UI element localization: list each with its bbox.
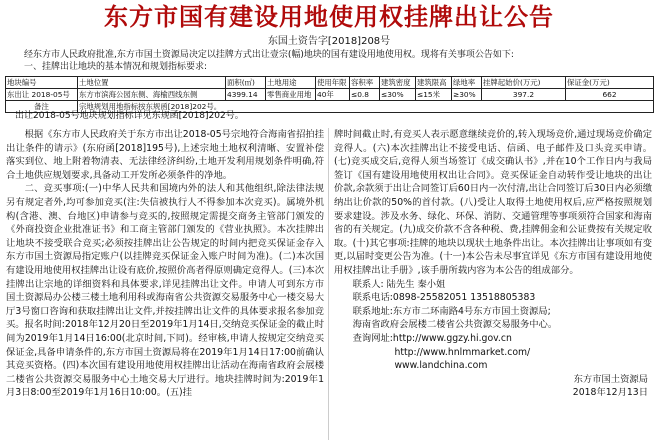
- signatory: 东方市国土资源局: [573, 373, 648, 385]
- table-header: 土地用途: [266, 77, 316, 89]
- table-cell: ≤15米: [416, 89, 452, 101]
- document-number: 东国土资告字[2018]208号: [267, 36, 391, 47]
- address-value: 东方市二环南路4号东方市国土资源局;: [392, 305, 551, 317]
- body-paragraph: 根据《东方市人民政府关于东方市出让2018-05号宗地符合海南省招拍挂出让条件的请示》(东府函[2018]195号),上述宗地土地权利清晰、安置补偿落实到位、地上附着物清表、无法律经济纠纷,土地开发利用规划条件明确,符合土地供应规划要求,具备动工开发所必须条件的净地。: [6, 129, 324, 181]
- website-label: 查询网址:: [352, 332, 393, 344]
- table-header: 土地位置: [78, 77, 226, 89]
- body-paragraph: 牌时间截止时,有竞买人表示愿意继续竞价的,转入现场竞价,通过现场竞价确定竞得人。(六)本次挂牌出让不接受电话、信函、电子邮件及口头竞买申请。(七)竞买成交后,竞得人须当场签订《成交确认书》,并在10个工作日内与我局签订《国有建设用地使用权出让合同》。竞买保证金自动转作受让地块的出让价款,余款须于出让合同签订后60日内一次付清,出让合同签订后30日内必须缴纳出让价款的50%的首付款。(八)受让人取得土地使用权后,应严格按照规划要求建设。涉及水务、绿化、环保、消防、交通管理等事项须符合国家和海南省的有关规定。(九)成交价款不含各种税、费,挂牌佣金和公证费按有关规定收取。(十)其它事项:挂牌的地块以现状土地条件出让。本次挂牌出让事项如有变更,以届时变更公告为准。(十一)本公告未尽事宜详见《东方市国有建设用地使用权挂牌出让手册》,该手册所载内容为本公告的组成部分。: [334, 129, 652, 276]
- table-cell: 东方市滨海公园东侧、海榆西线东侧: [78, 89, 226, 101]
- table-cell: 零售商业用地: [266, 89, 316, 101]
- address-line: [334, 305, 652, 319]
- table-cell: ≤0.8: [350, 89, 380, 101]
- website-link-3: www.landchina.com: [394, 360, 488, 372]
- table-cell: 40年: [316, 89, 350, 101]
- intro-line: 经东方市人民政府批准,东方市国土资源局决定以挂牌方式出让壹宗(幅)地块的国有建设用地使用权。现将有关事项公告如下:: [24, 50, 514, 60]
- intro-line: 一、挂牌出让地块的基本情况和规划指标要求:: [24, 62, 208, 72]
- body-paragraph: 二、竞买事项:(一)中华人民共和国境内外的法人和其他组织,除法律法规另有规定者外,均可参加竞买(注:失信被执行人不得参加本次竞买)。属境外机构(含港、澳、台地区)申请参与竞买的,按照规定需提交商务主管部门颁发的《外商投资企业批准证书》和工商主管部门颁发的《营业执照》。本次挂牌出让地块不接受联合竞买;必须按挂牌出让公告规定的时间内把竞买保证金存入东方市国土资源局指定账户(以挂牌竞买保证金入账户时间为准)。(二)本次国有建设用地使用权挂牌出让设有底价,按照价高者得原则确定竞得人。(三)本次挂牌出让宗地的详细资料和具体要求,详见挂牌出让文件。申请人可到东方市国土资源局办公楼三楼土地利用科或海南省公共资源交易服务中心一楼交易大厅3号窗口咨询和获取挂牌出让文件,并按挂牌出让文件的具体要求报名参加竞买。报名时间:2018年12月20日至2019年1月14日,交纳竞买保证金的截止时间为2019年1月14日16:00(北京时间,下同)。经审核,申请人按规定交纳竞买保证金,具备申请条件的,东方市国土资源局将在2019年1月14日17:00前确认其竞买资格。(四)本次国有建设用地使用权挂牌出让活动在海南省政府会展楼二楼省公共资源交易服务中心土地交易大厅进行。地块挂牌时间为:2019年1月3日8:00至2019年1月16日10:00。(五)挂: [6, 183, 324, 399]
- contact-line: [334, 278, 652, 292]
- address-label: 联系地址:: [352, 305, 393, 317]
- address-line-2: 海南省政府会展楼二楼省公共资源交易服务中心。: [352, 319, 558, 331]
- table-cell: ≥30%: [452, 89, 482, 101]
- table-header: 容积率: [350, 77, 380, 89]
- table-header: 面积(㎡): [226, 77, 266, 89]
- page-title: 东方市国有建设用地使用权挂牌出让公告: [104, 3, 554, 31]
- table-cell: 4399.14: [226, 89, 266, 101]
- table-cell: 东出让 2018-05号: [6, 89, 78, 101]
- intro-block: [6, 49, 652, 73]
- contact-label: 联系人:: [352, 278, 384, 290]
- website-line: [334, 332, 652, 346]
- table-header: 建筑密度: [380, 77, 416, 89]
- phone-label: 联系电话:: [352, 292, 393, 304]
- remark-value: 宗地规划用地指标按东规函[2018]202号。: [78, 101, 654, 113]
- contact-person: 陆先生 秦小姐: [386, 278, 446, 290]
- table-header: 绿地率: [452, 77, 482, 89]
- announcement-date: 2018年12月13日: [572, 387, 648, 399]
- table-cell: 662: [566, 89, 654, 101]
- website-link-2: http://www.hnlmmarket.com/: [394, 346, 531, 358]
- table-row: [6, 89, 654, 101]
- table-header-row: [6, 77, 654, 89]
- phone-line: [334, 291, 652, 305]
- table-header: 保证金(万元): [566, 77, 654, 89]
- table-header: 挂牌起始价(万元): [482, 77, 566, 89]
- table-header: 建筑限高: [416, 77, 452, 89]
- column-divider: [328, 128, 329, 440]
- table-header: 地块编号: [6, 77, 78, 89]
- table-header: 使用年限: [316, 77, 350, 89]
- table-note: 出让2018-05号地块规划指标详见东规函[2018]202号。: [15, 111, 244, 121]
- table-cell: 397.2: [482, 89, 566, 101]
- table-cell: ≤30%: [380, 89, 416, 101]
- website-link: http://www.ggzy.hi.gov.cn: [392, 332, 512, 344]
- right-column: [334, 128, 652, 400]
- phone-value: 0898-25582051 13518805383: [392, 292, 536, 304]
- remark-label: 备注: [6, 101, 78, 113]
- land-parcel-table: [5, 76, 654, 113]
- left-column: [6, 128, 324, 400]
